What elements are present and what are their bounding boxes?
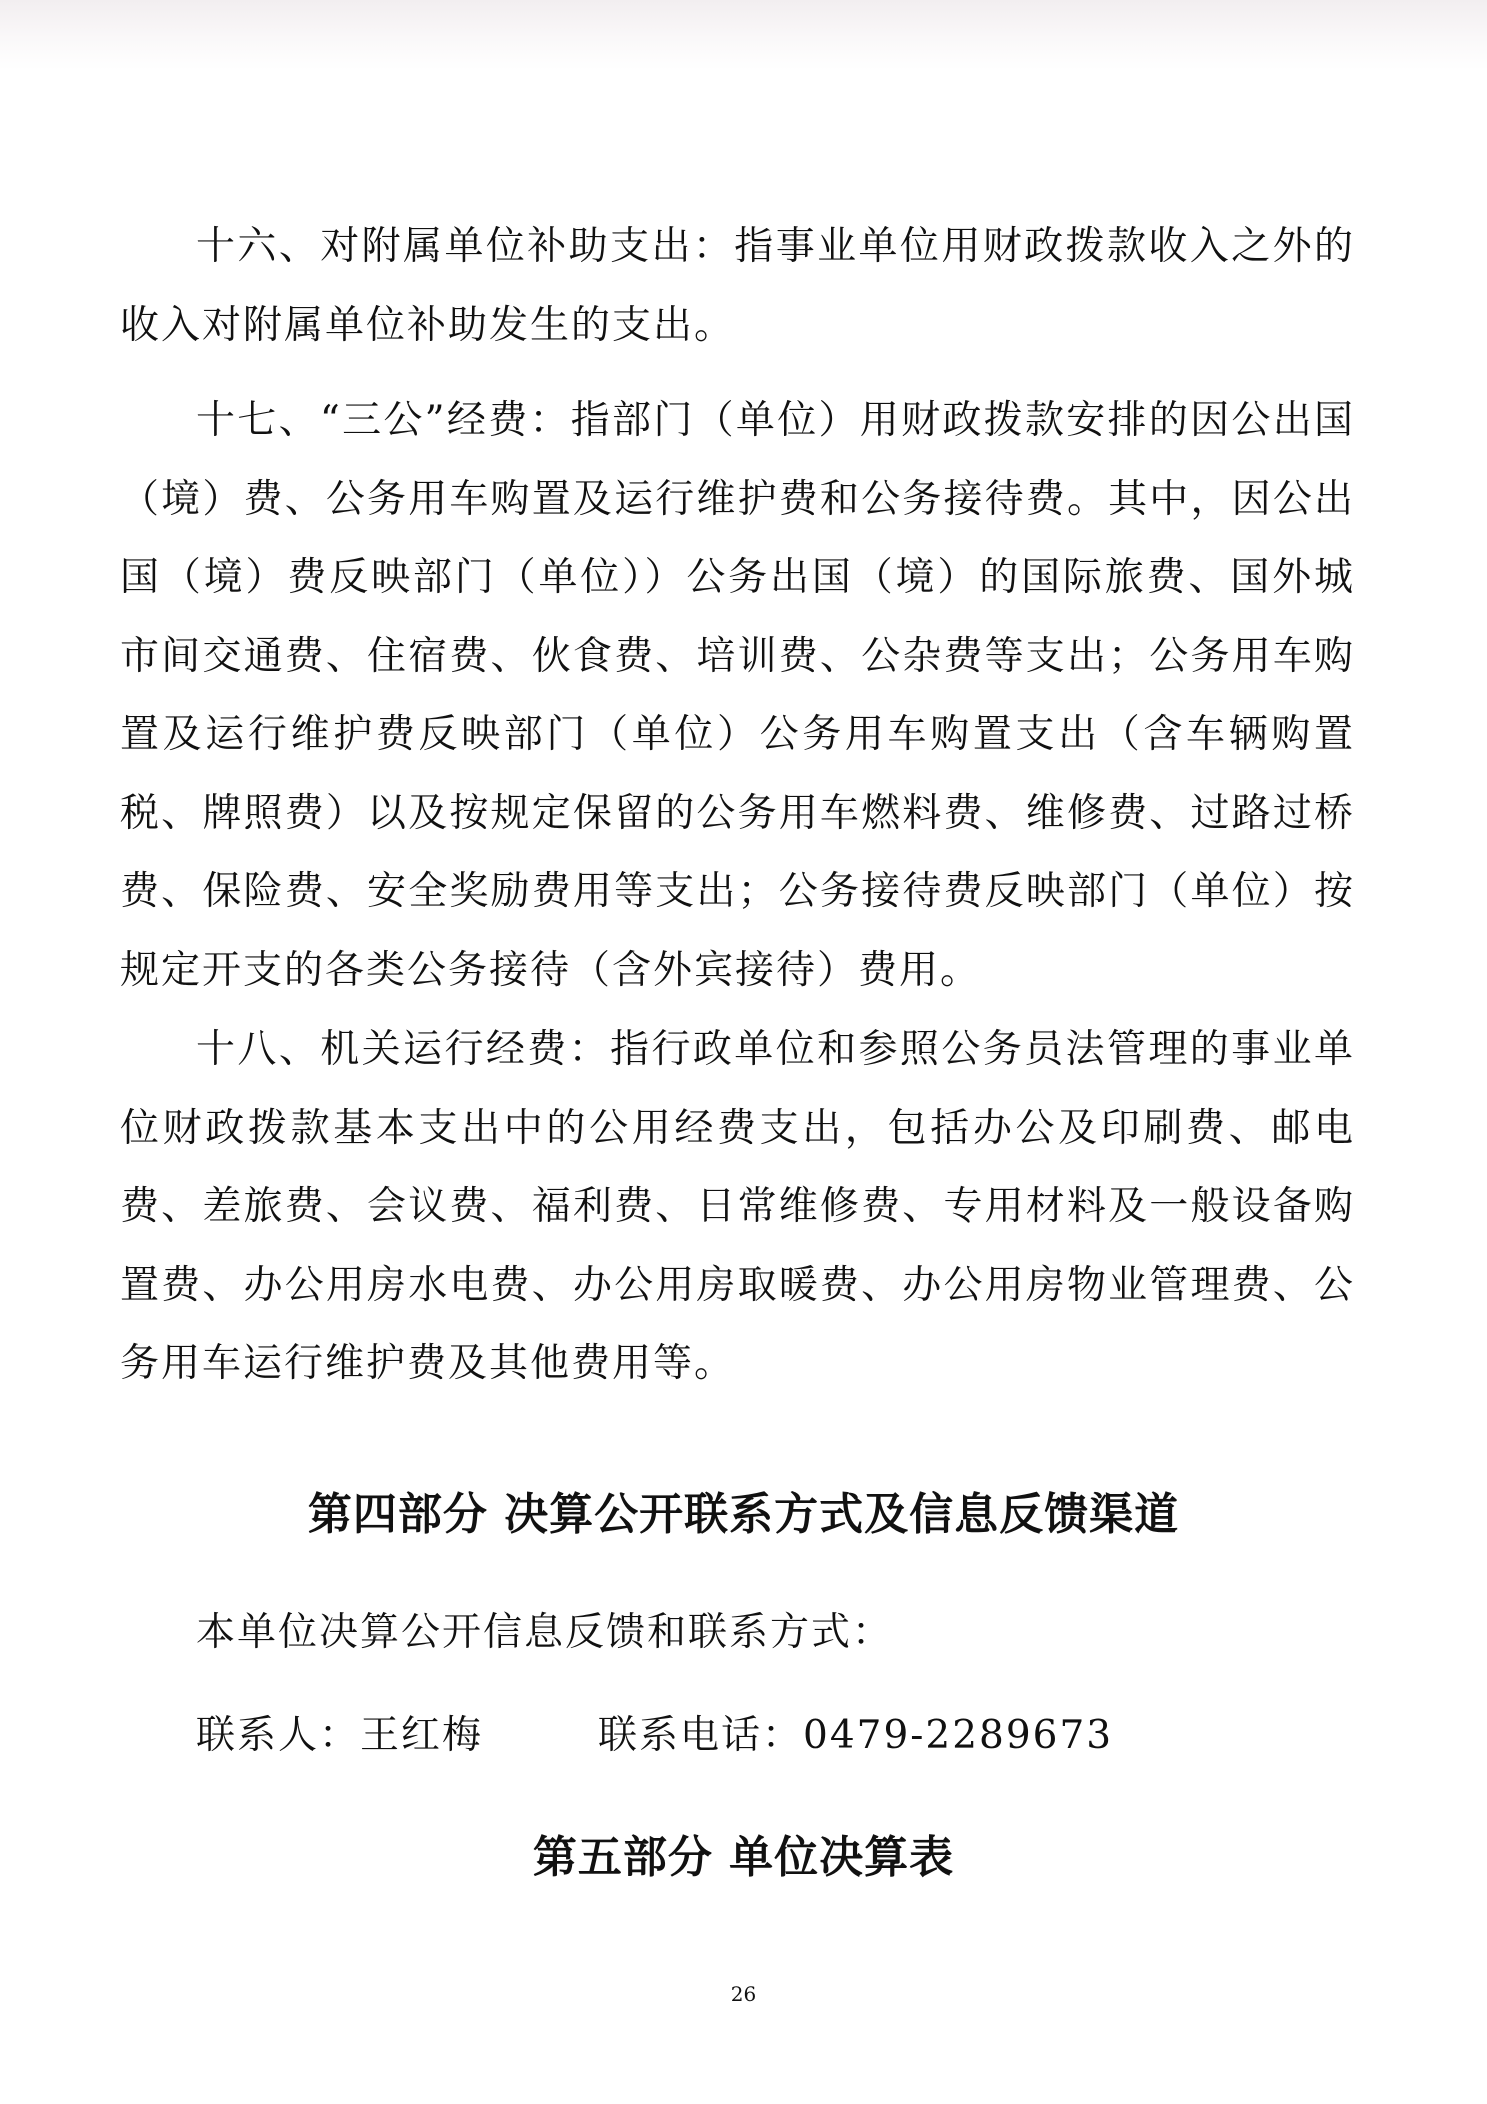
contact-person: 联系人：王红梅 <box>196 1713 484 1758</box>
contact-phone: 联系电话：0479-2289673 <box>598 1713 1114 1758</box>
part-five-heading: 第五部分 单位决算表 <box>532 1832 955 1883</box>
feedback-intro: 本单位决算公开信息反馈和联系方式： <box>196 1610 894 1655</box>
paragraph-seventeen: 十七、“三公”经费：指部门（单位）用财政拨款安排的因公出国（境）费、公务用车购置及运行维护费和公务接待费。其中，因公出国（境）费反映部门（单位））公务出国（境）的国际旅费、国外城市间交通费、住宿费、伙食费、培训费、公杂费等支出；公务用车购置及运行维护费反映部门（单位）公务用车购置支出（含车辆购置税、牌照费）以及按规定保留的公务用车燃料费、维修费、过路过桥费、保险费、安全奖励费用等支出；公务接待费反映部门（单位）按规定开支的各类公务接待（含外宾接待）费用。 <box>120 398 1355 993</box>
part-four-heading: 第四部分 决算公开联系方式及信息反馈渠道 <box>307 1489 1180 1540</box>
page-number: 26 <box>730 1982 757 2006</box>
paragraph-sixteen: 十六、对附属单位补助支出：指事业单位用财政拨款收入之外的收入对附属单位补助发生的支出。 <box>120 224 1355 348</box>
paragraph-eighteen: 十八、机关运行经费：指行政单位和参照公务员法管理的事业单位财政拨款基本支出中的公用经费支出，包括办公及印刷费、邮电费、差旅费、会议费、福利费、日常维修费、专用材料及一般设备购置费、办公用房水电费、办公用房取暖费、办公用房物业管理费、公务用车运行维护费及其他费用等。 <box>120 1027 1355 1386</box>
